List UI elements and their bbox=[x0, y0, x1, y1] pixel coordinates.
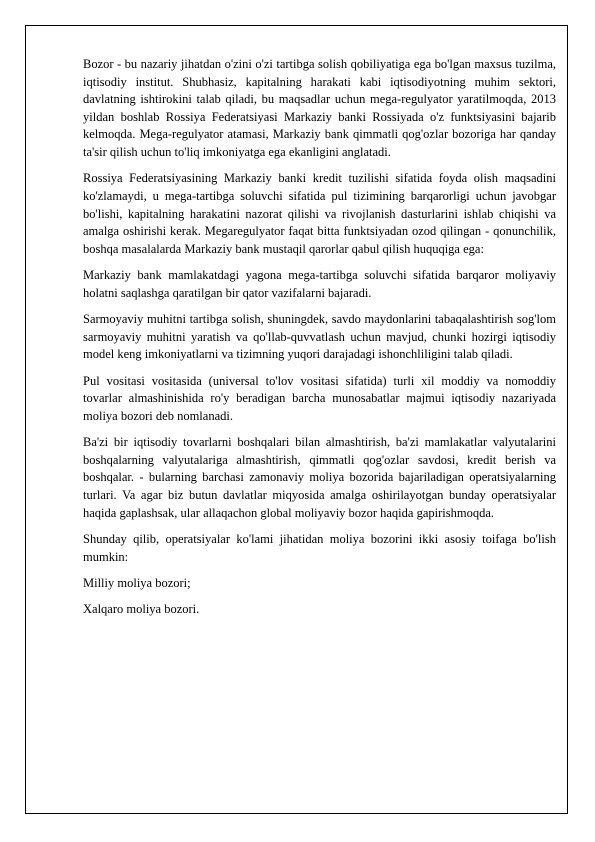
paragraph-central-bank-role: Rossiya Federatsiyasining Markaziy banki kredit tuzilishi sifatida foyda olish maqsadini ko'zlamaydi, u mega-tartibga soluvchi sifatida pul tizimining barqarorligi uchun javobgar bo'lishi, kapitalning harakatini nazorat qilishi va rivojlanish dasturlarini ishlab chiqishi va amalga oshirishi kerak. Megaregulyator faqat bitta funktsiyadan ozod qilingan - qonunchilik, boshqa masalalarda Markaziy bank mustaqil qarorlar qabul qilish huquqiga ega: bbox=[83, 171, 556, 256]
paragraph-market-operations: Ba'zi bir iqtisodiy tovarlarni boshqalari bilan almashtirish, ba'zi mamlakatlar valyutalarini boshqalarning valyutalariga almashtirish, qimmatli qog'ozlar savdosi, kredit berish va boshqalar. - bularning barchasi zamonaviy moliya bozorida bajariladigan operatsiyalarning turlari. Va agar biz butun davlatlar miqyosida amalga oshirilayotgan bunday operatsiyalar haqida gaplashsak, ular allaqachon global moliyaviy bozor haqida gapirishmoqda. bbox=[83, 435, 556, 520]
paragraph-megaregulator-intro: Bozor - bu nazariy jihatdan o'zini o'zi tartibga solish qobiliyatiga ega bo'lgan maxsus tuzilma, iqtisodiy institut. Shubhasiz, kapitalning harakati kabi iqtisodiyotning muhim sektori, davlatning ishtirokini talab qiladi, bu maqsadlar uchun mega-regulyator yaratilmoqda, 2013 yildan boshlab Rossiya Federatsiyasi Markaziy banki Rossiyada o'z funktsiyasini bajarib kelmoqda. Mega-regulyator atamasi, Markaziy bank qimmatli qog'ozlar bozoriga har qanday ta'sir qilish uchun to'liq imkoniyatga ega ekanligini anglatadi. bbox=[83, 57, 556, 159]
list-item-international-market: Xalqaro moliya bozori. bbox=[83, 602, 200, 617]
list-item-national-market: Milliy moliya bozori; bbox=[83, 576, 191, 591]
paragraph-investment-climate: Sarmoyaviy muhitni tartibga solish, shuningdek, savdo maydonlarini tabaqalashtirish sog'lom sarmoyaviy muhitni yaratish va qo'llab-quvvatlash uchun mavjud, chunki hozirgi iqtisodiy model keng imkoniyatlarni va tizimning yuqori darajadagi ishonchliligini talab qiladi. bbox=[83, 312, 556, 362]
document-body bbox=[83, 56, 556, 628]
paragraph-market-categories: Shunday qilib, operatsiyalar ko'lami jihatidan moliya bozorini ikki asosiy toifaga bo'lish mumkin: bbox=[83, 532, 556, 564]
paragraph-central-bank-tasks: Markaziy bank mamlakatdagi yagona mega-tartibga soluvchi sifatida barqaror moliyaviy holatni saqlashga qaratilgan bir qator vazifalarni bajaradi. bbox=[83, 268, 556, 300]
paragraph-financial-market-definition: Pul vositasi vositasida (universal to'lov vositasi sifatida) turli xil moddiy va nomoddiy tovarlar almashinishida ro'y beradigan barcha munosabatlar majmui iqtisodiy nazariyada moliya bozori deb nomlanadi. bbox=[83, 373, 556, 423]
